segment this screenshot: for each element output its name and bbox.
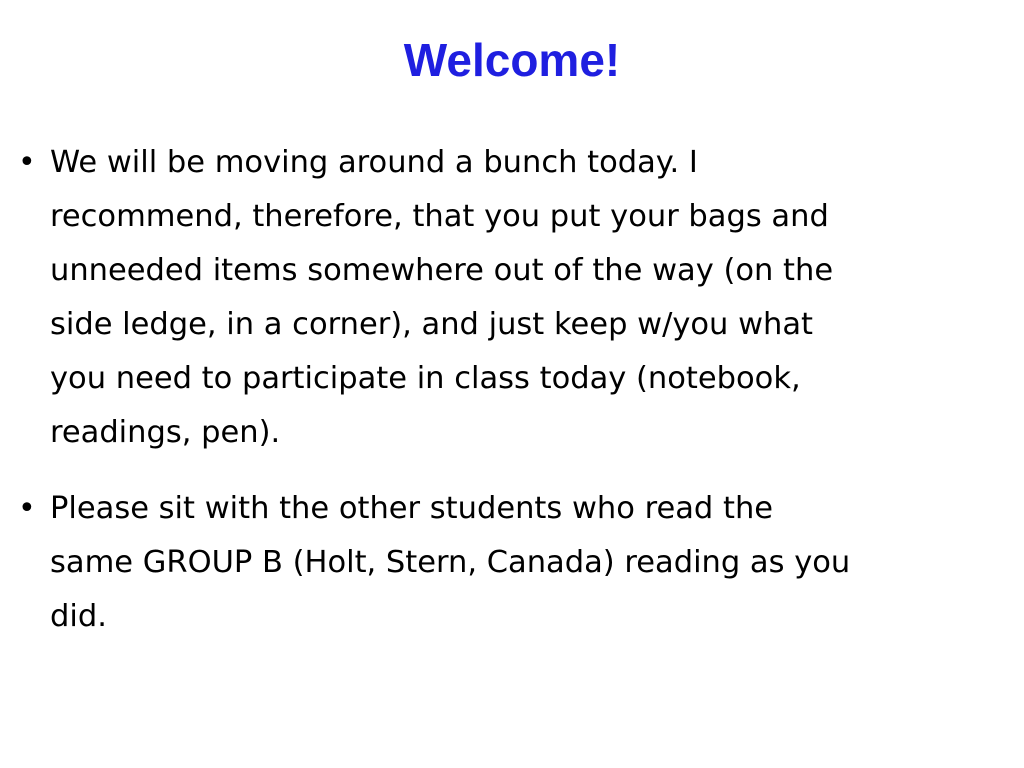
bullet-text: We will be moving around a bunch today. I recommend, therefore, that you put your bags and unneeded items somewhere out of the way (on the side ledge, in a corner), and just keep w/you what you need to participate in class today (notebook, readings, pen). xyxy=(50,145,834,450)
bullet-item xyxy=(18,136,1008,460)
bullet-item xyxy=(18,482,1008,644)
bullet-list xyxy=(18,136,1008,666)
bullet-marker: • xyxy=(18,145,36,180)
bullet-text: Please sit with the other students who read the same GROUP B (Holt, Stern, Canada) reading as you did. xyxy=(50,491,851,634)
slide-title: Welcome! xyxy=(403,34,621,86)
bullet-marker: • xyxy=(18,491,36,526)
